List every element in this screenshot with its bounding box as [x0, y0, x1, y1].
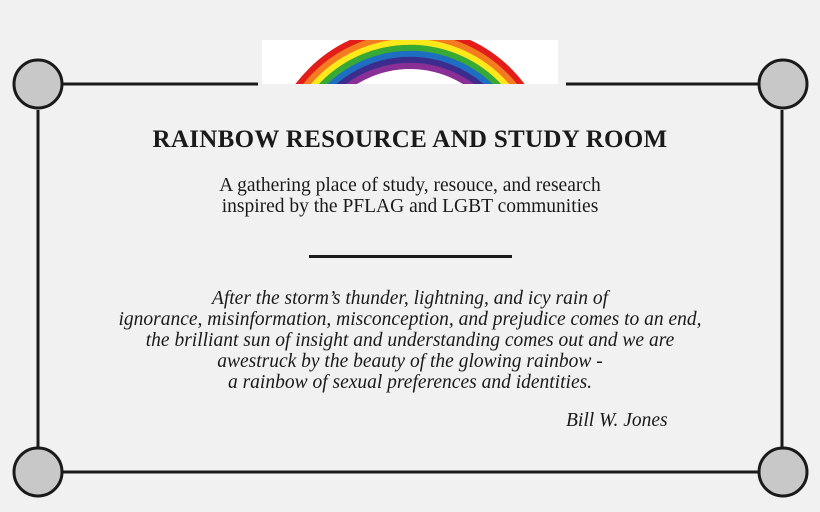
subtitle-line: inspired by the PFLAG and LGBT communities: [221, 196, 599, 217]
corner-circle-top-right-icon: [759, 60, 807, 108]
rainbow-band: [294, 54, 526, 286]
quote-author: Bill W. Jones: [566, 410, 668, 431]
rainbow-band: [300, 60, 520, 280]
plaque-title: RAINBOW RESOURCE AND STUDY ROOM: [152, 126, 668, 153]
subtitle-line: A gathering place of study, resouce, and research: [219, 175, 601, 196]
corner-circle-bottom-right-icon: [759, 448, 807, 496]
corner-circle-bottom-left-icon: [14, 448, 62, 496]
corner-circle-top-left-icon: [14, 60, 62, 108]
rainbow-inner: [309, 69, 511, 271]
quote-line: awestruck by the beauty of the glowing rainbow -: [217, 351, 603, 372]
divider-rule: [309, 255, 512, 258]
quote-text: [0, 288, 820, 393]
plaque-subtitle: [0, 175, 820, 217]
quote-line: After the storm’s thunder, lightning, and icy rain of: [211, 288, 609, 309]
quote-line: the brilliant sun of insight and understanding comes out and we are: [145, 330, 675, 351]
rainbow-band: [306, 66, 514, 274]
rainbow-arc-icon: [262, 30, 558, 310]
quote-line: a rainbow of sexual preferences and identities.: [227, 372, 593, 393]
quote-line: ignorance, misinformation, misconception, and prejudice comes to an end,: [118, 309, 702, 330]
